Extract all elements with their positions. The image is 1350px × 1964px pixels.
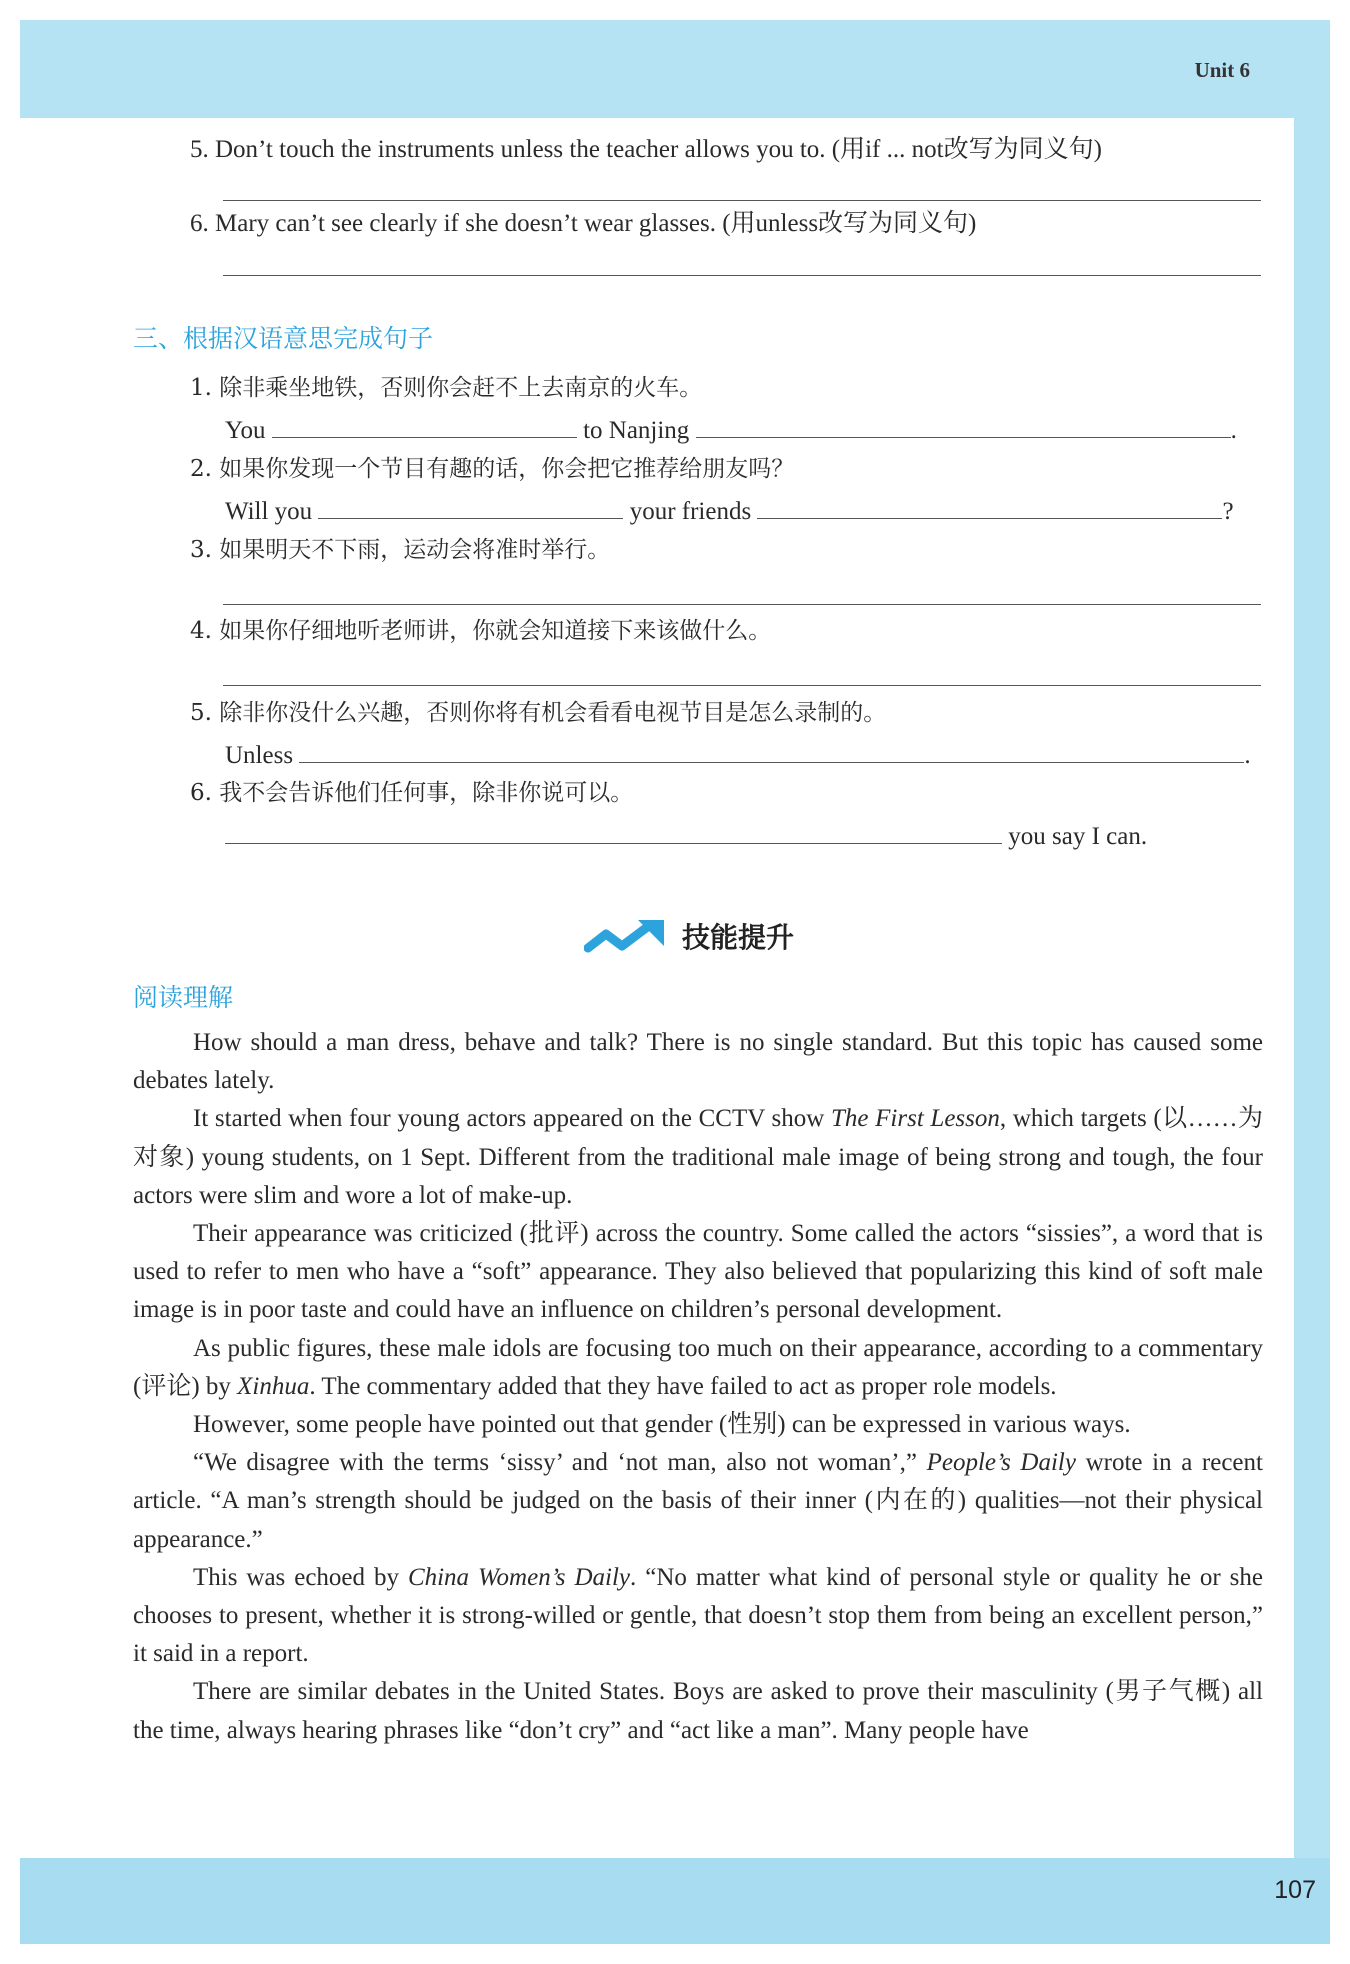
paragraph: It started when four young actors appeared on the CCTV show The First Lesson, which targets (以……为对象) young students, on 1 Sept. Different from the traditional male image of being strong and tough, the four actors were slim and wore a lot of make-up.	[133, 1105, 1264, 1209]
answer-row-6: you say I can.	[225, 817, 1147, 854]
question-6: 6. 我不会告诉他们任何事，除非你说可以。	[190, 780, 634, 806]
unit-label: Unit 6	[1194, 58, 1250, 82]
answer-line[interactable]	[223, 200, 1261, 201]
blank-field[interactable]	[696, 411, 1231, 438]
answer-row-1: You to Nanjing .	[225, 411, 1237, 448]
skills-heading	[580, 912, 840, 960]
paragraph: “We disagree with the terms ‘sissy’ and ‘not man, also not woman’,” People’s Daily wrote in a recent article. “A man’s strength should be judged on the basis of their inner (内在的) qualities—not their physical appearance.”	[133, 1449, 1263, 1553]
blank-field[interactable]	[299, 736, 1244, 763]
question-3: 3. 如果明天不下雨，运动会将准时举行。	[190, 537, 611, 563]
paragraph: This was echoed by China Women’s Daily. “No matter what kind of personal style or quality he or she chooses to present, whether it is strong-willed or gentle, that doesn’t stop them from being an excellent person,” it said in a report.	[133, 1563, 1263, 1668]
rewrite-item-5: 5. Don’t touch the instruments unless the teacher allows you to. (用if ... not改写为同义句)	[190, 136, 1102, 163]
answer-line[interactable]	[223, 604, 1261, 605]
question-2: 2. 如果你发现一个节目有趣的话，你会把它推荐给朋友吗？	[190, 456, 795, 482]
reading-heading: 阅读理解	[133, 983, 234, 1012]
header-band	[20, 20, 1330, 118]
answer-line[interactable]	[223, 275, 1261, 276]
question-5: 5. 除非你没什么兴趣，否则你将有机会看看电视节目是怎么录制的。	[190, 700, 887, 726]
rewrite-item-6: 6. Mary can’t see clearly if she doesn’t wear glasses. (用unless改写为同义句)	[190, 210, 977, 237]
paragraph: As public figures, these male idols are focusing too much on their appearance, according to a commentary (评论) by Xinhua. The commentary added that they have failed to act as proper role models.	[133, 1334, 1263, 1400]
skills-title: 技能提升	[682, 921, 795, 954]
paragraph: There are similar debates in the United States. Boys are asked to prove their masculinity (男子气概) all the time, always hearing phrases like “don’t cry” and “act like a man”. Many people have	[133, 1678, 1263, 1744]
page-number: 107	[1274, 1876, 1316, 1904]
paragraph: Their appearance was criticized (批评) across the country. Some called the actors “sissies”, a word that is used to refer to men who have a “soft” appearance. They also believed that popularizing this kind of soft male image is in poor taste and could have an influence on children’s personal development.	[133, 1220, 1263, 1324]
blank-field[interactable]	[272, 411, 577, 438]
question-4: 4. 如果你仔细地听老师讲，你就会知道接下来该做什么。	[190, 618, 772, 644]
side-band	[1294, 118, 1330, 1858]
answer-row-2: Will you your friends ?	[225, 492, 1234, 529]
blank-field[interactable]	[225, 817, 1002, 844]
blank-field[interactable]	[318, 492, 623, 519]
rising-arrow-icon	[584, 918, 670, 958]
answer-row-5: Unless .	[225, 736, 1251, 773]
section-heading: 三、根据汉语意思完成句子	[133, 324, 434, 353]
paragraph: However, some people have pointed out that gender (性别) can be expressed in various ways.	[193, 1411, 1131, 1439]
footer-band	[20, 1858, 1330, 1944]
blank-field[interactable]	[757, 492, 1222, 519]
paragraph: How should a man dress, behave and talk? There is no single standard. But this topic has caused some debates lately.	[133, 1029, 1263, 1095]
reading-passage	[133, 1024, 1263, 1750]
answer-line[interactable]	[223, 685, 1261, 686]
question-1: 1. 除非乘坐地铁，否则你会赶不上去南京的火车。	[190, 375, 703, 401]
